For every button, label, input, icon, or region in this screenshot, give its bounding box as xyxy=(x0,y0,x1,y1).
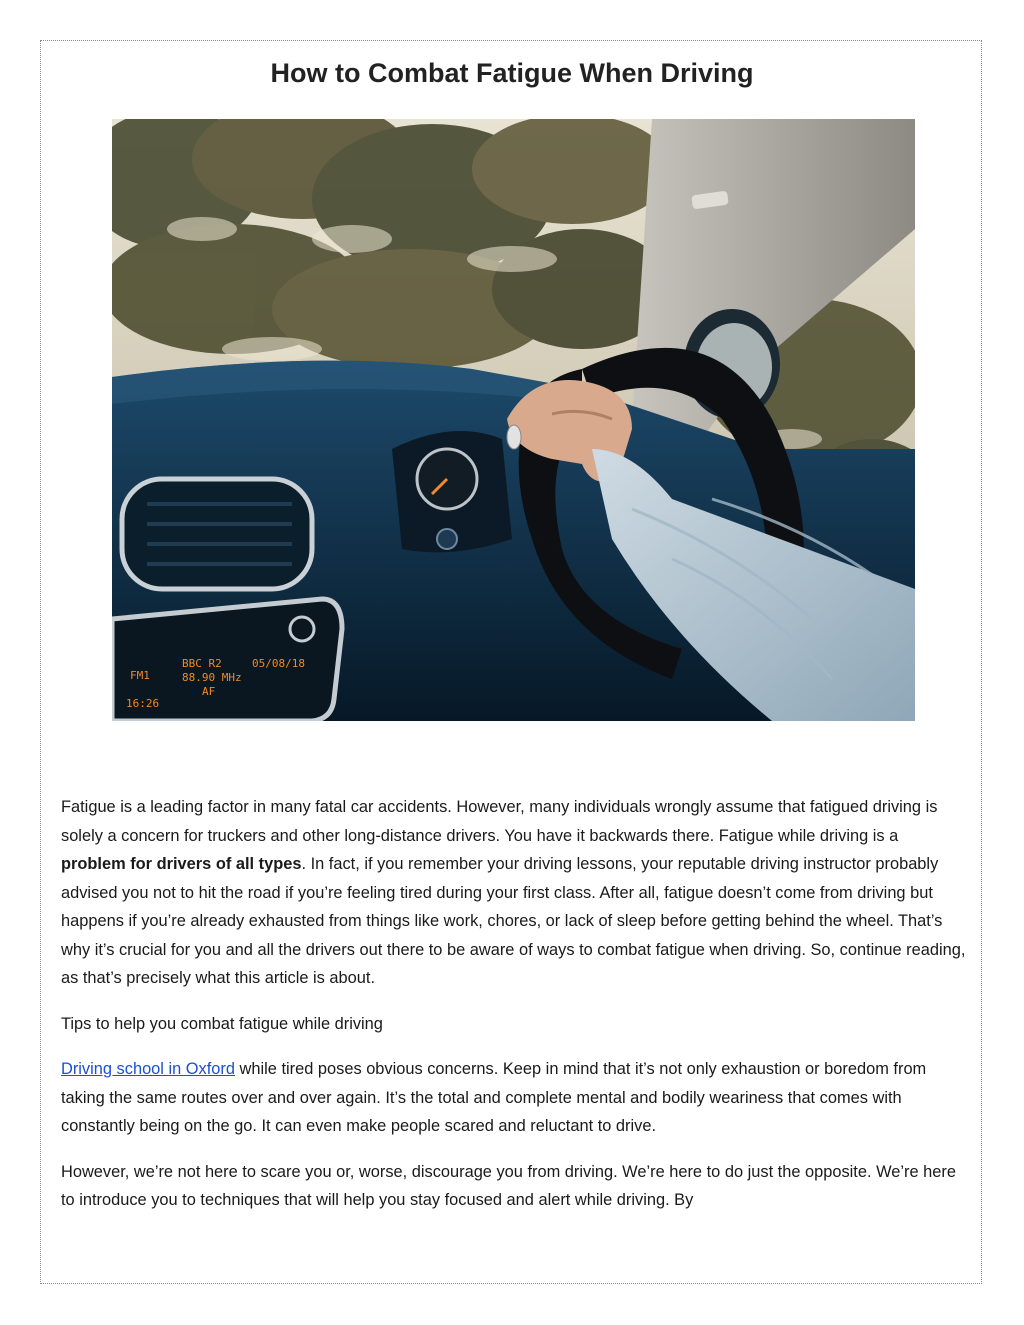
driving-school-text: while tired poses obvious concerns. Keep in mind that it’s not only exhaustion or boredom from taking the same routes over and over again. It’s the total and complete mental and bodily weariness that comes with constantly being on the go. It can even make people scared and reluctant to drive. xyxy=(61,1060,927,1135)
radio-display-line-6: 16:26 xyxy=(126,697,160,710)
intro-paragraph xyxy=(61,793,966,993)
car-interior-photo xyxy=(112,119,915,721)
closing-paragraph: However, we’re not here to scare you or, worse, discourage you from driving. We’re here to do just the opposite. We’re here to introduce you to techniques that will help you stay focused and alert while driving. By xyxy=(61,1162,956,1209)
intro-text-end: . In fact, if you remember your driving lessons, your reputable driving instructor probably advised you not to hit the road if you’re feeling tired during your first class. After all, fatigue doesn’t come from driving but happens if you’re already exhausted from things like work, chores, or lack of sleep before getting behind the wheel. That’s why it’s crucial for you and all the drivers out there to be aware of ways to combat fatigue when driving. So, continue reading, as that’s precisely what this article is about. xyxy=(61,855,966,987)
intro-bold-phrase: problem for drivers of all types xyxy=(61,855,302,873)
section-heading: Tips to help you combat fatigue while driving xyxy=(61,1014,383,1033)
radio-display-line-4: AF xyxy=(202,685,216,698)
radio-display-line-3: 88.90 MHz xyxy=(182,671,242,684)
radio-display-line-5: 05/08/18 xyxy=(252,657,305,670)
driving-school-paragraph xyxy=(61,1055,966,1141)
driving-school-link[interactable]: Driving school in Oxford xyxy=(61,1060,235,1078)
radio-display-line-2: BBC R2 xyxy=(182,657,222,670)
article-title: How to Combat Fatigue When Driving xyxy=(270,58,754,88)
intro-text-start: Fatigue is a leading factor in many fatal car accidents. However, many individuals wrongly assume that fatigued driving is solely a concern for truckers and other long-distance drivers. You have it backwards there. Fatigue while driving is a xyxy=(61,798,938,845)
article-body xyxy=(61,793,966,1232)
radio-display-line-1: FM1 xyxy=(130,669,150,682)
